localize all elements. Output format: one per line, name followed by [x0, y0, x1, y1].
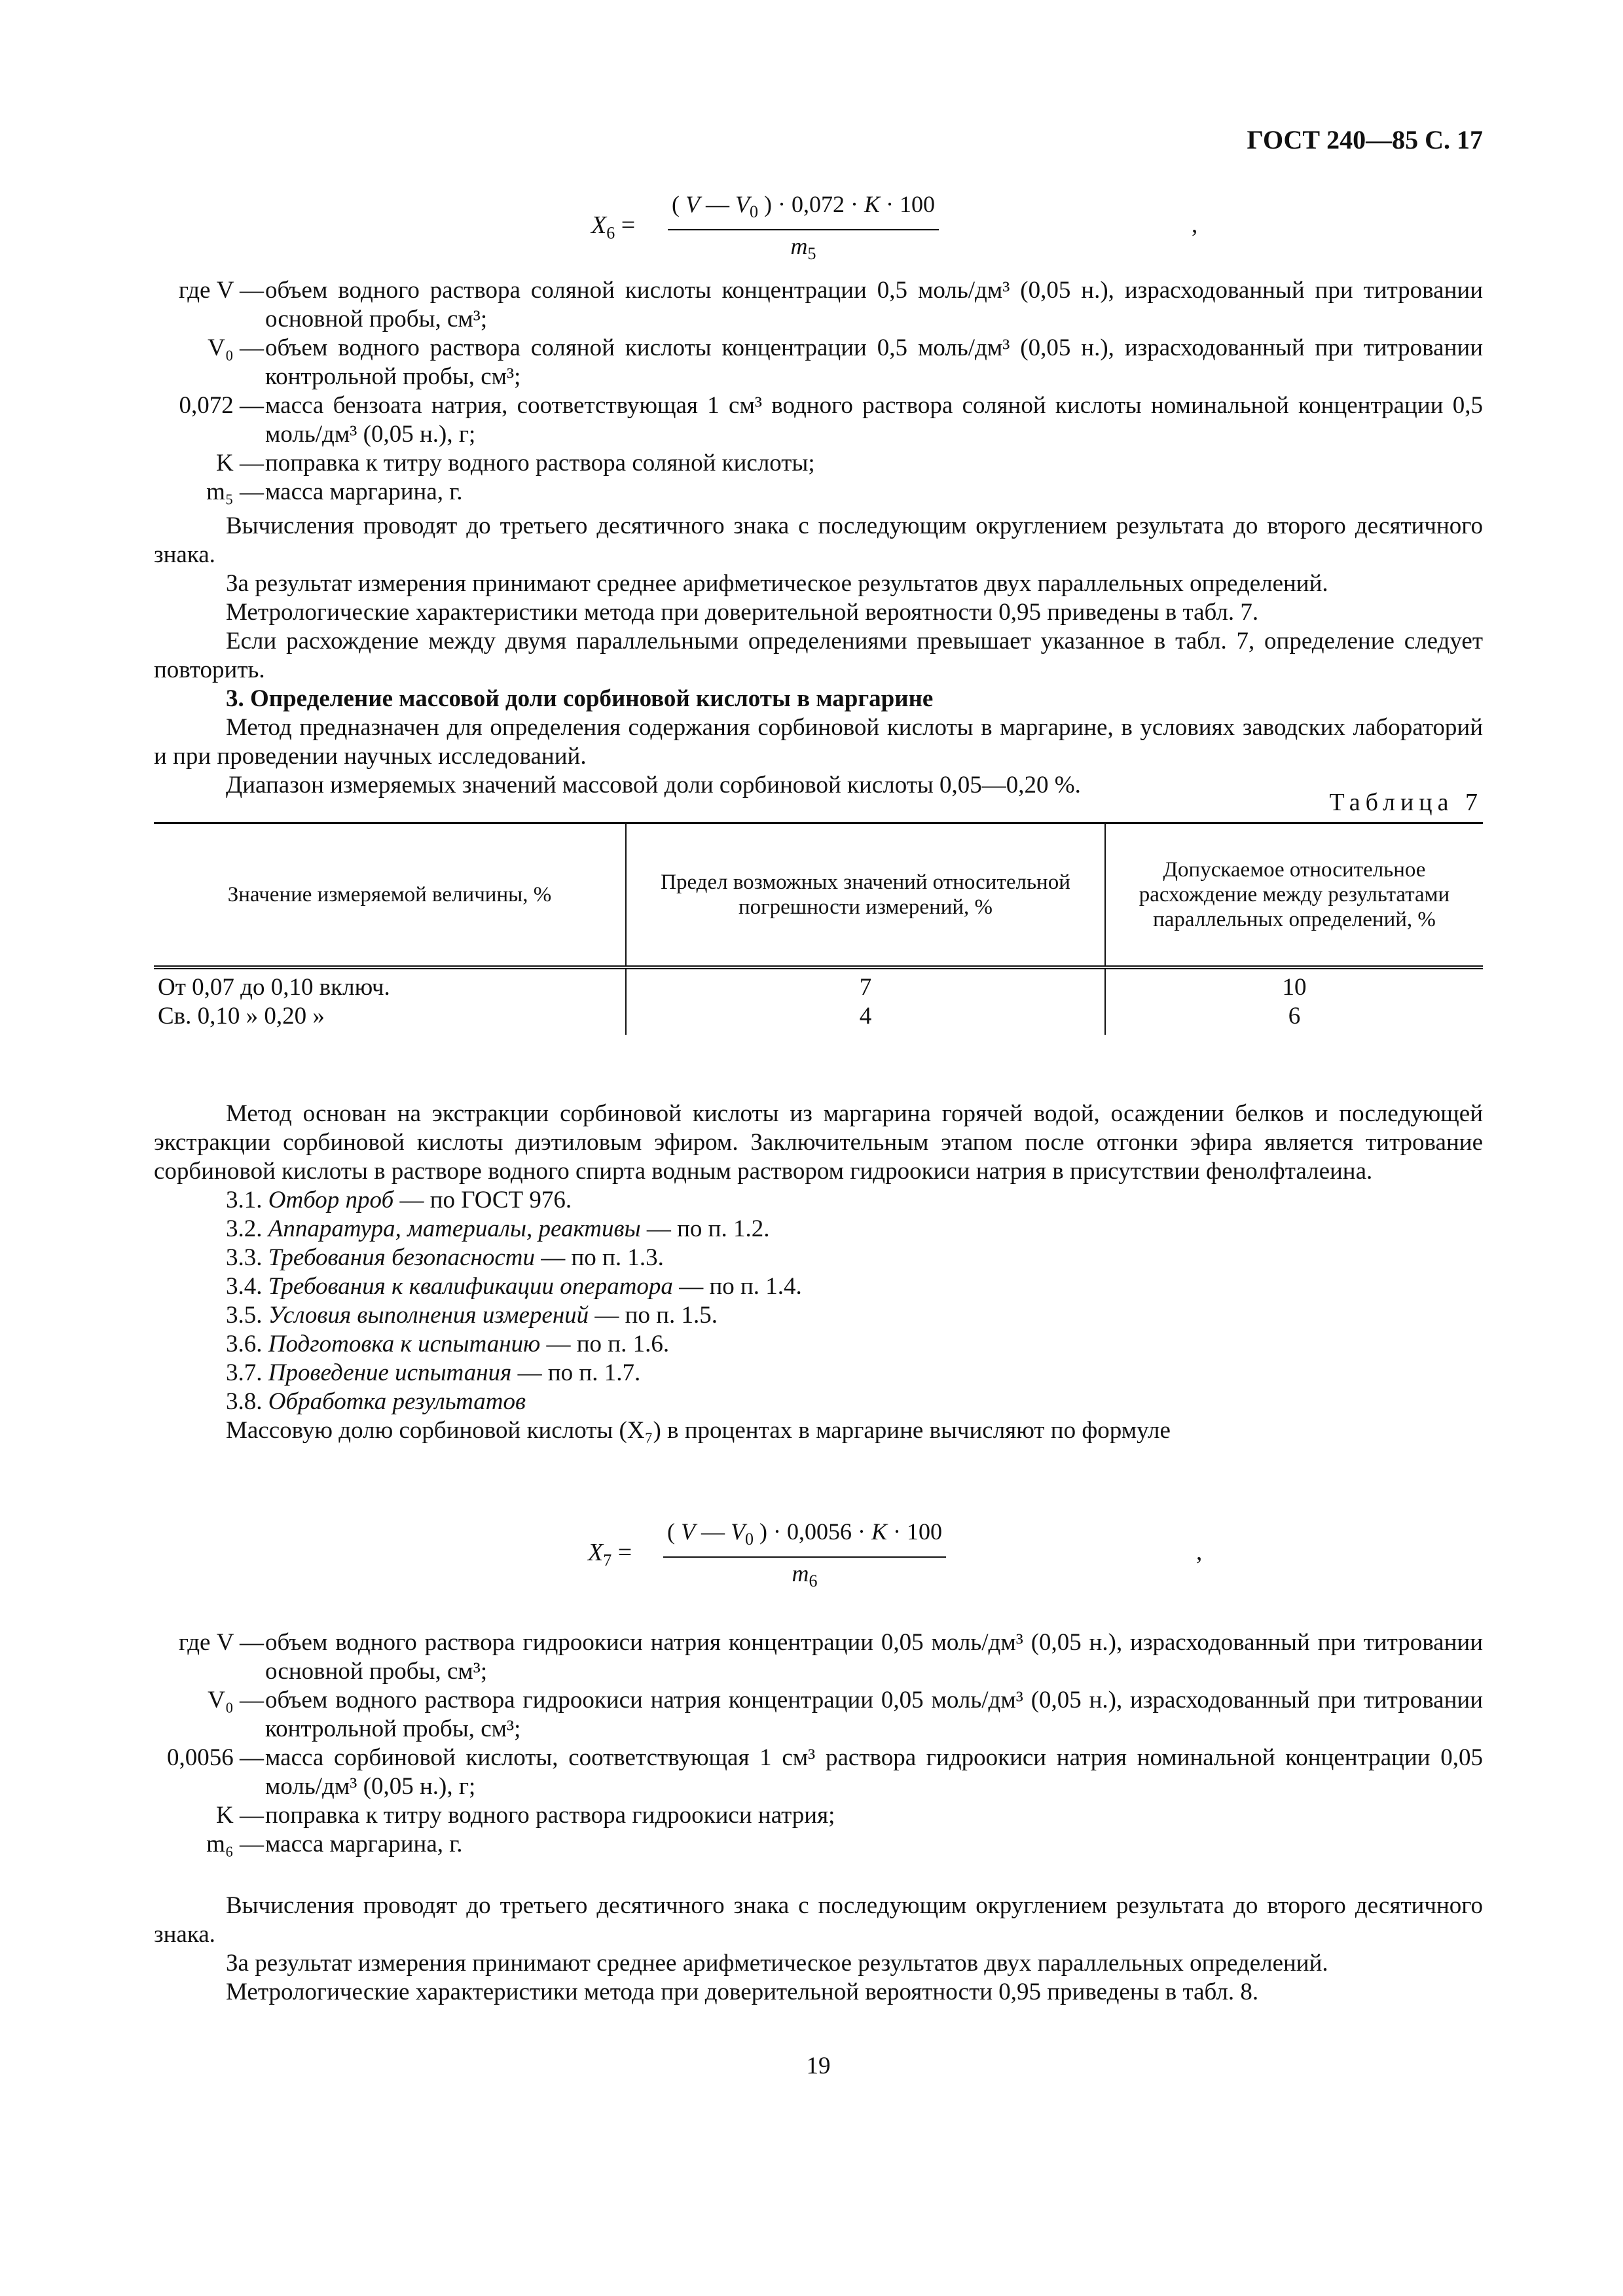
document-page: [154, 0, 1483, 2296]
formula-numerator: [668, 190, 939, 230]
where-label: где V —: [178, 1629, 264, 1656]
paragraph: Метод основан на экстракции сорбиновой кислоты из маргарина горячей водой, осаждении белков и последующей экстракции сорбиновой кислоты диэтиловым эфиром. Заключительным этапом после отгонки эфира является титрование сорбиновой кислоты в растворе водного спирта водным раствором гидроокиси натрия в присутствии фенолфталеина.: [154, 1100, 1483, 1185]
table-cell: От 0,07 до 0,10 включ.: [158, 974, 390, 1001]
table-row: [154, 1002, 1483, 1035]
formula-comma: ,: [1192, 211, 1198, 238]
formula-denominator: [668, 230, 939, 268]
item-title: Отбор проб: [268, 1187, 394, 1213]
where-row: [154, 478, 1483, 507]
where-label: K —: [216, 450, 264, 476]
item-title: Обработка результатов: [268, 1388, 526, 1415]
where-text: объем водного раствора гидроокиси натрия концентрации 0,05 моль/дм³ (0,05 н.), израсходованный при титровании основной пробы, см³;: [265, 1629, 1483, 1685]
num-var-v: V: [685, 191, 700, 217]
text-block-2: [154, 1100, 1483, 1445]
item-number: 3.2.: [226, 1215, 263, 1242]
num-var-v0: V: [731, 1518, 745, 1545]
list-item: [154, 1388, 1483, 1416]
item-ref: — по п. 1.3.: [535, 1244, 664, 1271]
list-item: [154, 1359, 1483, 1388]
table-header-row: [154, 823, 1483, 968]
num-part: —: [700, 191, 735, 217]
paragraph: Массовую долю сорбиновой кислоты (X₇) в процентах в маргарине вычисляют по формуле: [226, 1417, 1171, 1444]
num-part: · 100: [879, 191, 935, 217]
page-header: ГОСТ 240—85 С. 17: [1247, 125, 1483, 154]
item-ref: — по п. 1.5.: [589, 1302, 718, 1329]
where-text: масса маргарина, г.: [265, 478, 463, 505]
where-text: объем водного раствора соляной кислоты концентрации 0,5 моль/дм³ (0,05 н.), израсходованный при титровании основной пробы, см³;: [265, 277, 1483, 332]
where-label: 0,072 —: [179, 392, 264, 419]
num-sub: 0: [745, 1530, 754, 1549]
item-ref: — по ГОСТ 976.: [393, 1187, 572, 1213]
where-text: поправка к титру водного раствора гидроокиси натрия;: [265, 1802, 835, 1829]
num-part: ) · 0,0056 ·: [754, 1518, 871, 1545]
den-var: m: [792, 1560, 809, 1587]
table-caption: Таблица 7: [1329, 789, 1483, 816]
table-cell: Св. 0,10 » 0,20 »: [158, 1003, 325, 1030]
where-label: K —: [216, 1802, 264, 1829]
item-number: 3.1.: [226, 1187, 263, 1213]
where-row: [154, 1801, 1483, 1830]
item-title: Требования безопасности: [268, 1244, 535, 1271]
where-label: где V —: [178, 277, 264, 304]
where-text: объем водного раствора соляной кислоты концентрации 0,5 моль/дм³ (0,05 н.), израсходованный при титровании контрольной пробы, см³;: [265, 334, 1483, 390]
paragraph: Метод предназначен для определения содержания сорбиновой кислоты в маргарине, в условиях заводских лабораторий и при проведении научных исследований.: [154, 714, 1483, 770]
formula-comma: ,: [1196, 1539, 1203, 1566]
item-title: Аппаратура, материалы, реактивы: [268, 1215, 641, 1242]
list-item: [154, 1244, 1483, 1272]
table-cell: 4: [626, 1002, 1105, 1035]
list-item: [154, 1186, 1483, 1215]
where-row: [154, 276, 1483, 334]
page-number: 19: [806, 2053, 831, 2079]
item-title: Условия выполнения измерений: [268, 1302, 589, 1329]
den-var: m: [790, 233, 808, 260]
table-header-cell: Значение измеряемой величины, %: [154, 823, 626, 968]
formula-lhs: $X_7$ =: [588, 1539, 632, 1570]
num-part: (: [667, 1518, 681, 1545]
paragraph: Вычисления проводят до третьего десятичного знака с последующим округлением результата до второго десятичного знака.: [154, 512, 1483, 568]
formula-lhs-subscript: 7: [603, 1551, 612, 1570]
formula-lhs-subscript: 6: [606, 223, 615, 243]
paragraph: Диапазон измеряемых значений массовой доли сорбиновой кислоты 0,05—0,20 %.: [226, 772, 1081, 798]
paragraph: За результат измерения принимают среднее арифметическое результатов двух параллельных определений.: [226, 1950, 1328, 1977]
where-row: [154, 1744, 1483, 1801]
paragraph: Вычисления проводят до третьего десятичного знака с последующим округлением результата до второго десятичного знака.: [154, 1892, 1483, 1948]
formula-lhs-symbol: X: [588, 1539, 604, 1566]
where-label: V₀ —: [208, 334, 264, 361]
num-part: —: [695, 1518, 731, 1545]
where-label: m₆ —: [206, 1831, 264, 1857]
paragraph: Метрологические характеристики метода при доверительной вероятности 0,95 приведены в табл. 8.: [226, 1979, 1259, 2005]
den-sub: 5: [807, 244, 816, 264]
where-row: [154, 391, 1483, 449]
num-var-k: K: [864, 191, 880, 217]
num-part: (: [672, 191, 685, 217]
num-var-v0: V: [735, 191, 750, 217]
table-header-cell: Допускаемое относительное расхождение между результатами параллельных определений, %: [1105, 823, 1483, 968]
where-label: m₅ —: [206, 478, 264, 505]
formula-fraction: [668, 190, 939, 268]
table-cell: 6: [1105, 1002, 1483, 1035]
item-number: 3.7.: [226, 1359, 263, 1386]
where-row: [154, 1686, 1483, 1744]
where-list-1: [154, 276, 1483, 507]
paragraph: Метрологические характеристики метода при доверительной вероятности 0,95 приведены в табл. 7.: [226, 599, 1259, 626]
table-7: [154, 822, 1483, 1035]
table-cell: 7: [626, 967, 1105, 1002]
item-number: 3.6.: [226, 1331, 263, 1357]
where-text: масса маргарина, г.: [265, 1831, 463, 1857]
where-text: масса сорбиновой кислоты, соответствующая 1 см³ раствора гидроокиси натрия номинальной концентрации 0,05 моль/дм³ (0,05 н.), г;: [265, 1744, 1483, 1800]
list-item: [154, 1330, 1483, 1359]
list-item: [154, 1272, 1483, 1301]
where-row: [154, 449, 1483, 478]
paragraph: За результат измерения принимают среднее арифметическое результатов двух параллельных определений.: [226, 570, 1328, 597]
list-item: [154, 1301, 1483, 1330]
item-ref: — по п. 1.7.: [511, 1359, 641, 1386]
formula-x6: [154, 190, 1483, 268]
formula-numerator: [663, 1517, 946, 1558]
num-var-k: K: [871, 1518, 887, 1545]
paragraph: Если расхождение между двумя параллельными определениями превышает указанное в табл. 7, определение следует повторить.: [154, 628, 1483, 683]
item-number: 3.5.: [226, 1302, 263, 1329]
text-block-3: [154, 1892, 1483, 2007]
formula-fraction: [663, 1517, 946, 1596]
item-title: Требования к квалификации оператора: [268, 1273, 673, 1300]
num-part: · 100: [886, 1518, 942, 1545]
list-item: [154, 1215, 1483, 1244]
where-row: [154, 334, 1483, 391]
section-heading: 3. Определение массовой доли сорбиновой кислоты в маргарине: [226, 685, 934, 712]
item-ref: — по п. 1.6.: [540, 1331, 670, 1357]
item-number: 3.4.: [226, 1273, 263, 1300]
formula-lhs: $X_6$ =: [591, 211, 636, 243]
formula-lhs-symbol: X: [591, 211, 607, 239]
where-row: [154, 1830, 1483, 1859]
where-label: V₀ —: [208, 1687, 264, 1713]
table-header-cell: Предел возможных значений относительной погрешности измерений, %: [626, 823, 1105, 968]
where-label: 0,0056 —: [167, 1744, 264, 1771]
den-sub: 6: [809, 1571, 818, 1591]
table-7-block: [154, 785, 1483, 1035]
item-ref: — по п. 1.2.: [640, 1215, 770, 1242]
item-ref: — по п. 1.4.: [672, 1273, 802, 1300]
where-text: объем водного раствора гидроокиси натрия концентрации 0,05 моль/дм³ (0,05 н.), израсходованный при титровании контрольной пробы, см³;: [265, 1687, 1483, 1742]
item-title: Подготовка к испытанию: [268, 1331, 541, 1357]
formula-denominator: [663, 1558, 946, 1596]
where-text: масса бензоата натрия, соответствующая 1 см³ водного раствора соляной кислоты номинальной концентрации 0,5 моль/дм³ (0,05 н.), г;: [265, 392, 1483, 448]
item-title: Проведение испытания: [268, 1359, 512, 1386]
num-sub: 0: [750, 202, 758, 222]
table-cell: 10: [1105, 967, 1483, 1002]
table-row: [154, 967, 1483, 1002]
text-block-1: [154, 512, 1483, 800]
item-number: 3.8.: [226, 1388, 263, 1415]
num-part: ) · 0,072 ·: [758, 191, 864, 217]
formula-x7: [154, 1517, 1483, 1596]
where-list-2: [154, 1628, 1483, 1859]
num-var-v: V: [681, 1518, 695, 1545]
where-text: поправка к титру водного раствора соляной кислоты;: [265, 450, 815, 476]
where-row: [154, 1628, 1483, 1686]
item-number: 3.3.: [226, 1244, 263, 1271]
